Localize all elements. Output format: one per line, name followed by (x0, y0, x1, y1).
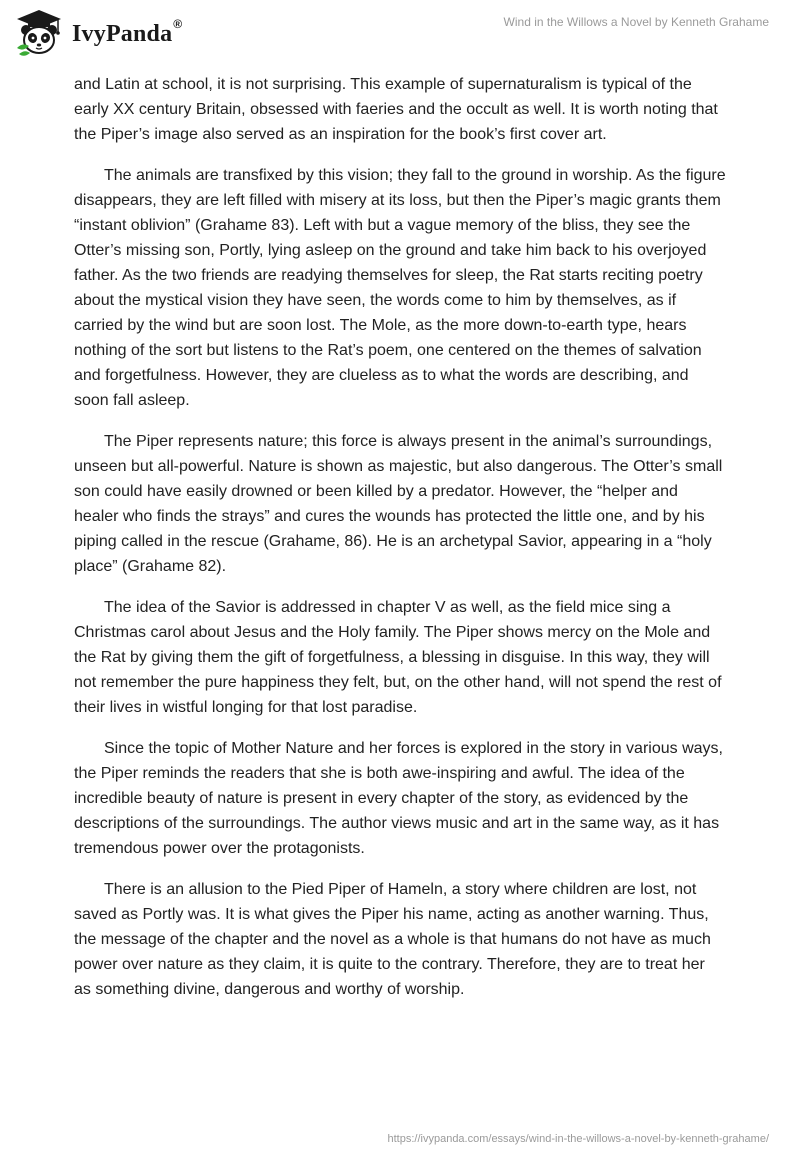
source-url-link[interactable]: https://ivypanda.com/essays/wind-in-the-willows-a-novel-by-kenneth-grahame/ (387, 1133, 769, 1145)
page-header (0, 0, 800, 70)
paragraph-3: The Piper represents nature; this force is always present in the animal’s surroundings, unseen but all-powerful. Nature is shown as majestic, but also dangerous. The Otter’s small son could have easily drowned or been killed by a predator. However, the “helper and healer who finds the strays” and cures the wounds has protected the little one, and by his piping called in the rescue (Grahame, 86). He is an archetypal Savior, appearing in a “holy place” (Grahame 82). (74, 433, 723, 575)
paragraph-4: The idea of the Savior is addressed in chapter V as well, as the field mice sing a Christmas carol about Jesus and the Holy family. The Piper shows mercy on the Mole and the Rat by giving them the gift of forgetfulness, a blessing in disguise. In this way, they will not remember the pure happiness they felt, but, on the other hand, will not spend the rest of their lives in wistful longing for that lost paradise. (74, 599, 722, 716)
brand-name: IvyPanda® (72, 16, 183, 47)
panda-logo-icon (14, 8, 64, 58)
paragraph-2: The animals are transfixed by this vision; they fall to the ground in worship. As the figure disappears, they are left filled with misery at its loss, but then the Piper’s magic grants them “instant oblivion” (Grahame 83). Left with but a vague memory of the bliss, they see the Otter’s missing son, Portly, lying asleep on the ground and take him back to his overjoyed father. As the two friends are readying themselves for sleep, the Rat starts reciting poetry about the mystical vision they have seen, the words come to him by themselves, as if carried by the wind but are soon lost. The Mole, as the more down-to-earth type, hears nothing of the sort but listens to the Rat’s poem, one centered on the themes of salvation and forgetfulness. However, they are clueless as to what the words are describing, and soon fall asleep. (74, 167, 726, 409)
essay-body (74, 72, 726, 1018)
document-title: Wind in the Willows a Novel by Kenneth Grahame (503, 15, 769, 29)
paragraph-6: There is an allusion to the Pied Piper of Hameln, a story where children are lost, not saved as Portly was. It is what gives the Piper his name, acting as another warning. Thus, the message of the chapter and the novel as a whole is that humans do not have as much power over nature as they claim, it is quite to the contrary. Therefore, they are to treat her as something divine, dangerous and worthy of worship. (74, 881, 711, 998)
registered-mark: ® (173, 16, 183, 31)
paragraph-5: Since the topic of Mother Nature and her forces is explored in the story in various ways, the Piper reminds the readers that she is both awe-inspiring and awful. The idea of the incredible beauty of nature is present in every chapter of the story, as evidenced by the descriptions of the surroundings. The author views music and art in the same way, as it has tremendous power over the protagonists. (74, 740, 723, 857)
paragraph-1: and Latin at school, it is not surprising. This example of supernaturalism is typical of the early XX century Britain, obsessed with faeries and the occult as well. It is worth noting that the Piper’s image also served as an inspiration for the book’s first cover art. (74, 76, 718, 143)
brand-logo-link[interactable] (14, 8, 182, 58)
